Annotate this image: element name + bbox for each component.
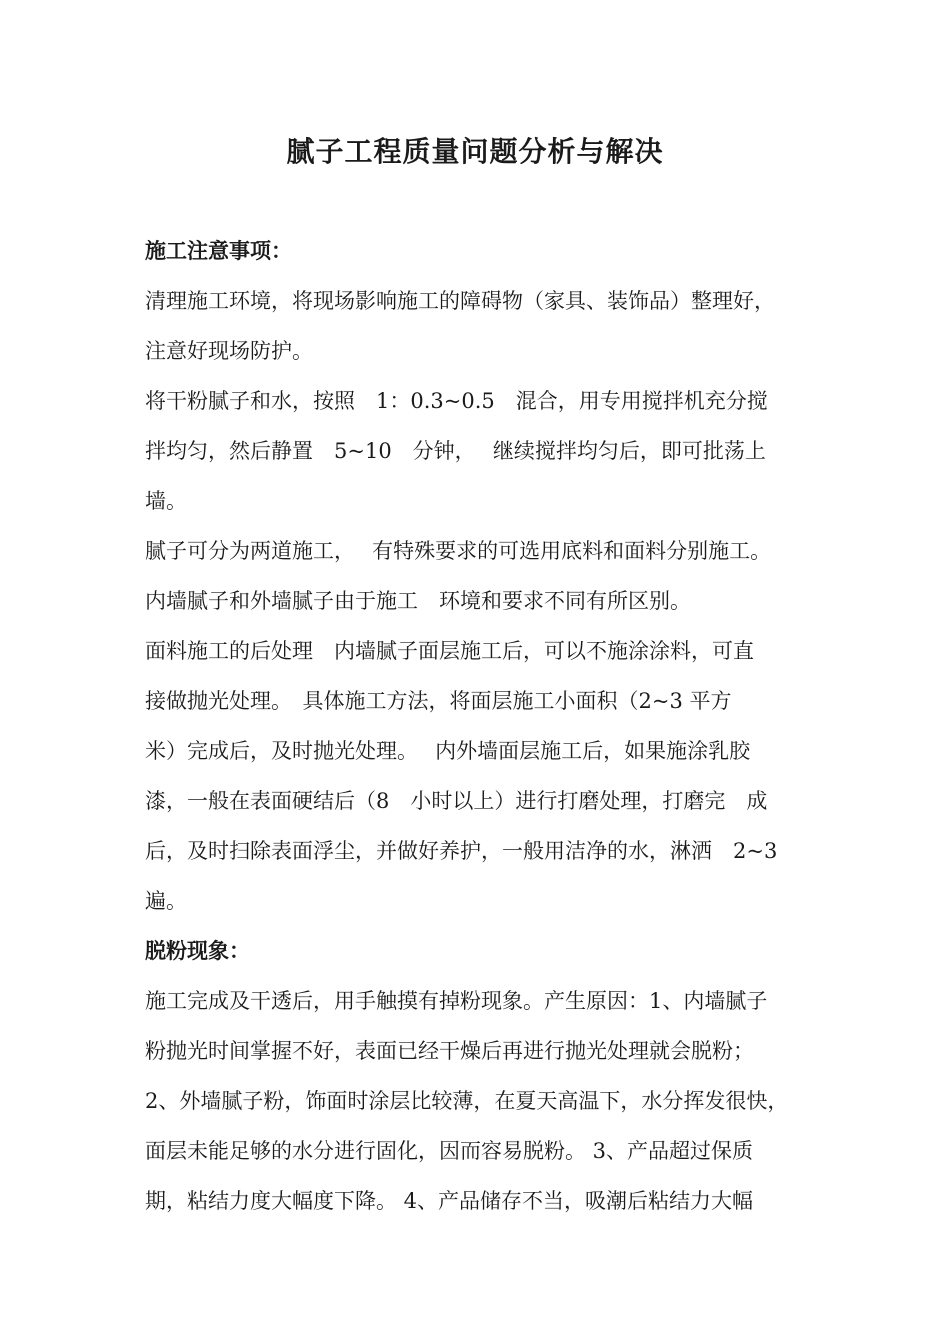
paragraph-line: 注意好现场防护。 [145,339,313,363]
paragraph-line: 面层未能足够的水分进行固化，因而容易脱粉。 3、产品超过保质 [145,1139,754,1163]
paragraph-line: 漆，一般在表面硬结后（8 小时以上）进行打磨处理，打磨完 成 [145,789,768,813]
paragraph-line: 施工完成及干透后，用手触摸有掉粉现象。产生原因：1、内墙腻子 [145,989,768,1013]
paragraph-line: 2、外墙腻子粉，饰面时涂层比较薄，在夏天高温下，水分挥发很快， [145,1089,789,1113]
paragraph-line: 期，粘结力度大幅度下降。 4、产品储存不当，吸潮后粘结力大幅 [145,1189,754,1213]
paragraph-line: 遍。 [145,889,187,913]
paragraph-line: 拌均匀，然后静置 5~10 分钟， 继续搅拌均匀后，即可批荡上 [145,439,766,463]
paragraph-line: 米）完成后，及时抛光处理。 内外墙面层施工后，如果施涂乳胶 [145,739,751,763]
paragraph-line: 粉抛光时间掌握不好，表面已经干燥后再进行抛光处理就会脱粉； [145,1039,754,1063]
paragraph-line: 面料施工的后处理 内墙腻子面层施工后，可以不施涂涂料，可直 [145,639,754,663]
paragraph-line: 后，及时扫除表面浮尘，并做好养护，一般用洁净的水，淋洒 2~3 [145,839,778,863]
paragraph-line: 将干粉腻子和水，按照 1：0.3~0.5 混合，用专用搅拌机充分搅 [145,389,768,413]
paragraph-line: 清理施工环境，将现场影响施工的障碍物（家具、装饰品）整理好， [145,289,775,313]
paragraph-line: 墙。 [145,489,187,513]
paragraph-line: 内墙腻子和外墙腻子由于施工 环境和要求不同有所区别。 [145,589,691,613]
section-heading-powder-shedding: 脱粉现象： [145,938,250,963]
paragraph-line: 腻子可分为两道施工， 有特殊要求的可选用底料和面料分别施工。 [145,539,772,563]
document-title: 腻子工程质量问题分析与解决 [286,135,664,168]
section-heading-construction-notes: 施工注意事项： [145,238,292,263]
paragraph-line: 接做抛光处理。 具体施工方法，将面层施工小面积（2~3 平方 [145,689,732,713]
